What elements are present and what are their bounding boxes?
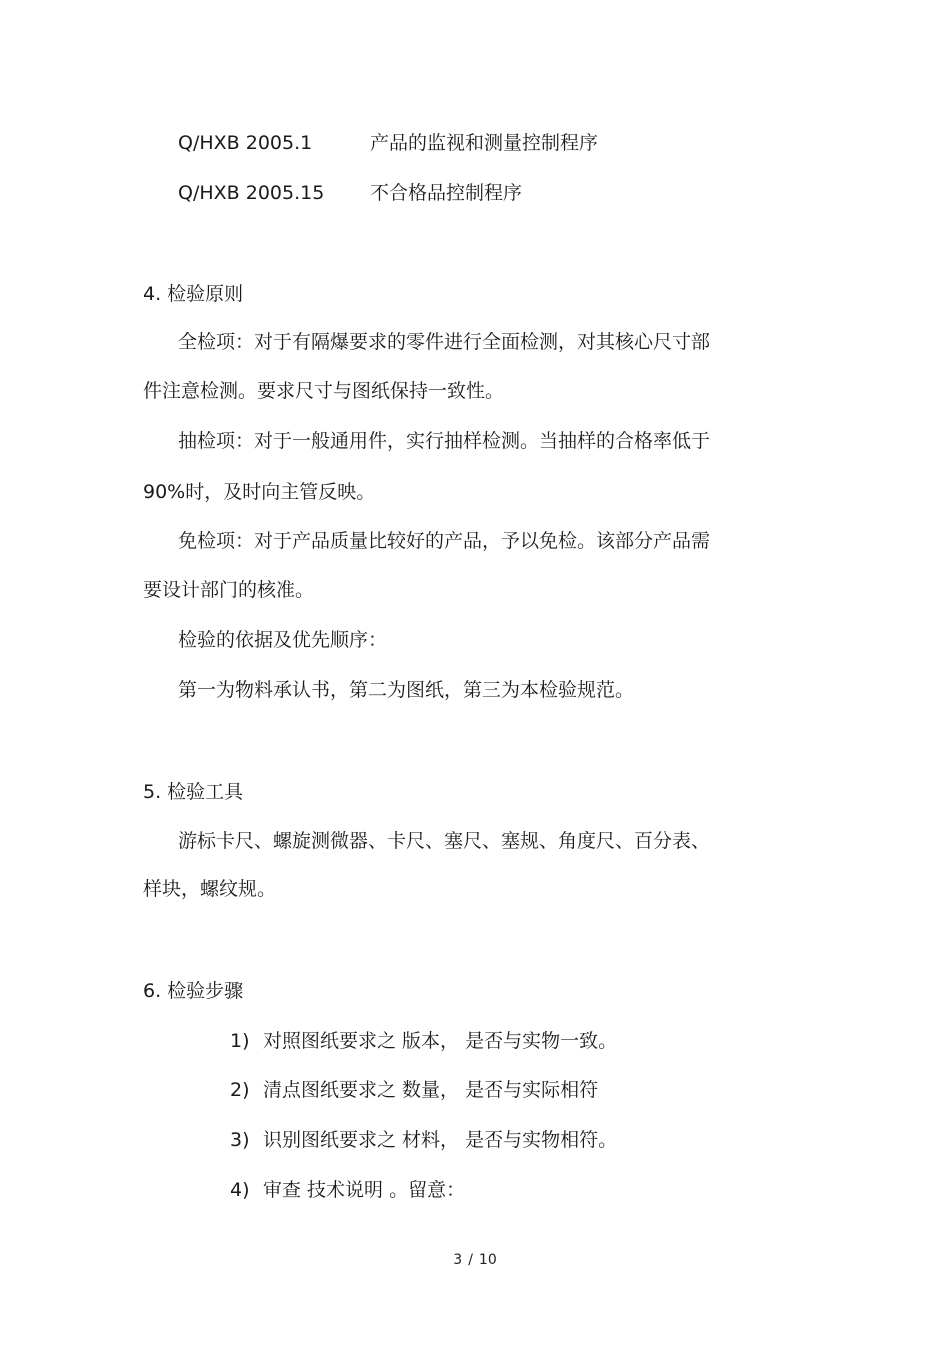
paragraph-line: 游标卡尺、螺旋测微器、卡尺、塞尺、塞规、角度尺、百分表、	[178, 830, 711, 852]
step-text: 对照图纸要求之 版本， 是否与实物一致。	[263, 1030, 618, 1052]
paragraph-line: 要设计部门的核准。	[143, 579, 315, 601]
paragraph-line: 样块，螺纹规。	[143, 878, 277, 900]
step-number: 3)	[230, 1129, 250, 1151]
step-text: 清点图纸要求之 数量， 是否与实际相符	[263, 1079, 599, 1101]
section-heading: 5. 检验工具	[143, 781, 244, 803]
reference-code: Q/HXB 2005.15	[178, 182, 325, 204]
paragraph-line: 检验的依据及优先顺序：	[178, 629, 388, 651]
step-number: 4)	[230, 1179, 250, 1201]
paragraph-line: 件注意检测。要求尺寸与图纸保持一致性。	[143, 380, 505, 402]
section-heading: 4. 检验原则	[143, 283, 244, 305]
paragraph-line: 抽检项：对于一般通用件，实行抽样检测。当抽样的合格率低于	[178, 430, 711, 452]
paragraph-line: 全检项：对于有隔爆要求的零件进行全面检测，对其核心尺寸部	[178, 331, 711, 353]
reference-code: Q/HXB 2005.1	[178, 132, 313, 154]
current-page: 3	[453, 1252, 463, 1268]
page-number	[0, 1251, 950, 1269]
paragraph-line: 免检项：对于产品质量比较好的产品，予以免检。该部分产品需	[178, 530, 711, 552]
step-number: 1)	[230, 1030, 250, 1052]
total-pages: 10	[478, 1252, 497, 1268]
reference-title: 不合格品控制程序	[370, 182, 523, 204]
reference-title: 产品的监视和测量控制程序	[370, 132, 599, 154]
paragraph-line: 第一为物料承认书，第二为图纸，第三为本检验规范。	[178, 679, 635, 701]
paragraph-line: 90%时，及时向主管反映。	[143, 481, 376, 503]
section-heading: 6. 检验步骤	[143, 980, 244, 1002]
step-text: 审查 技术说明 。留意：	[263, 1179, 466, 1201]
page-separator: /	[468, 1252, 473, 1268]
step-number: 2)	[230, 1079, 250, 1101]
step-text: 识别图纸要求之 材料， 是否与实物相符。	[263, 1129, 618, 1151]
